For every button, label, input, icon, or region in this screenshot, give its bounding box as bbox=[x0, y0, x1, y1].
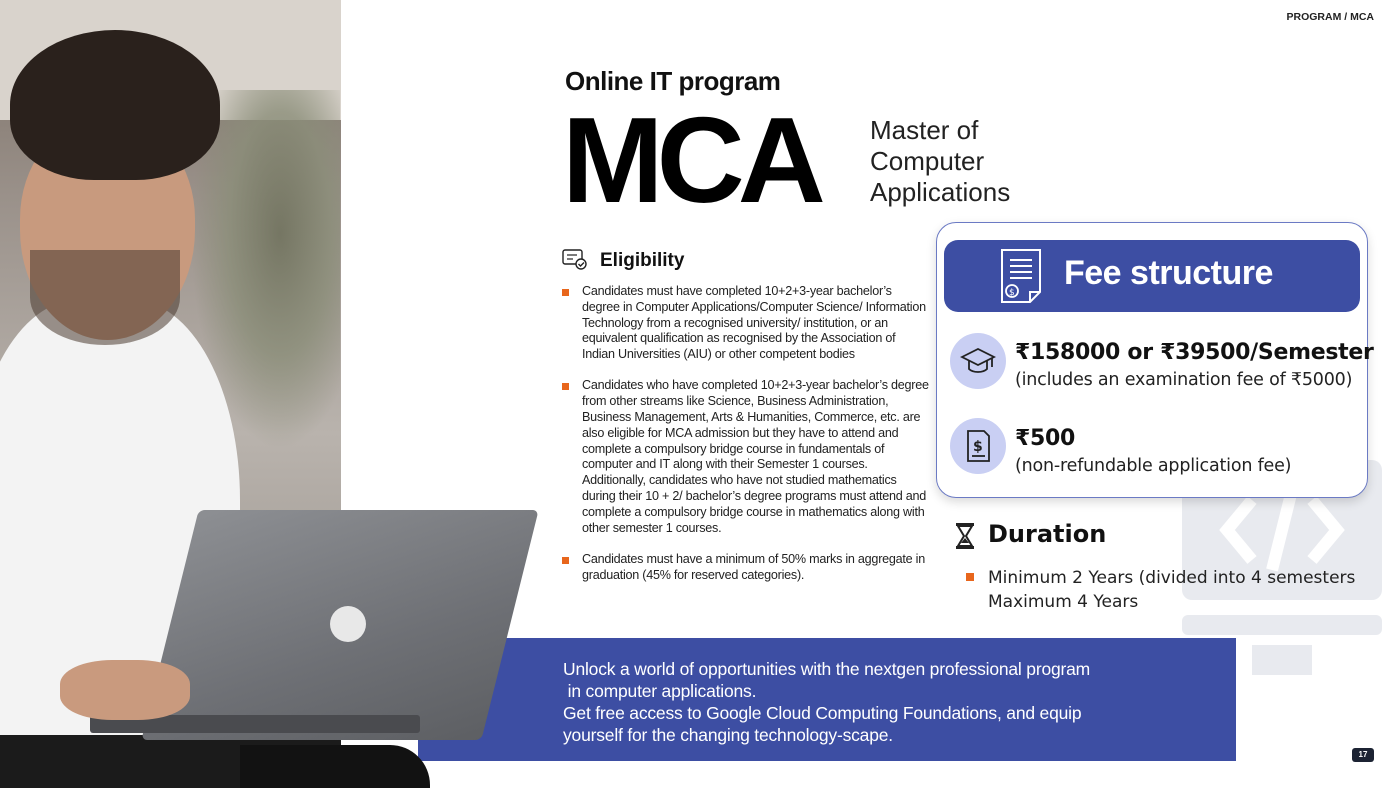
document-dollar-icon bbox=[950, 418, 1006, 474]
fee-note: (non-refundable application fee) bbox=[1015, 456, 1292, 476]
duration-item-text: Minimum 2 Years (divided into 4 semesters bbox=[988, 568, 1356, 588]
banner-text bbox=[563, 658, 1183, 746]
banner-line: in computer applications. bbox=[563, 681, 757, 701]
hourglass-icon bbox=[955, 522, 975, 550]
page-subtitle: Online IT program bbox=[565, 66, 781, 96]
fee-note: (includes an examination fee of ₹5000) bbox=[1015, 370, 1353, 390]
list-item bbox=[562, 378, 930, 536]
svg-text:$: $ bbox=[1009, 288, 1015, 298]
program-name-line: Applications bbox=[870, 177, 1011, 207]
bullet-square bbox=[562, 557, 569, 564]
duration-item-text: Maximum 4 Years bbox=[988, 592, 1139, 612]
bullet-square bbox=[562, 383, 569, 390]
promo-banner bbox=[418, 638, 1236, 761]
duration-title: Duration bbox=[988, 520, 1107, 548]
bullet-square bbox=[966, 573, 974, 581]
banner-line: Get free access to Google Cloud Computing Foundations, and equip bbox=[563, 703, 1082, 723]
page-title: MCA bbox=[562, 92, 819, 228]
list-item bbox=[966, 590, 1355, 614]
certificate-check-icon bbox=[562, 248, 588, 272]
floor-shadow bbox=[240, 745, 430, 788]
eligibility-item-text: Candidates who have completed 10+2+3-year bachelor’s degree from other streams like Science, Business Administration, Business Management, Arts & Humanities, Commerce, etc. are also eligible for MCA admission but they have to attend and complete a compulsory bridge course in fundamentals of computer and IT along with their Semester 1 courses. Additionally, candidates who have not studied mathematics during their 10 + 2/ bachelor’s degree programs must attend and complete a compulsory bridge course in mathematics along with other semester 1 courses. bbox=[582, 378, 929, 535]
invoice-icon bbox=[998, 248, 1044, 304]
hand bbox=[60, 660, 190, 720]
list-item bbox=[966, 566, 1355, 590]
eligibility-title: Eligibility bbox=[600, 250, 685, 271]
page-number: 17 bbox=[1352, 748, 1374, 762]
eligibility-item-text: Candidates must have completed 10+2+3-year bachelor’s degree in Computer Applications/Computer Science/ Information Technology from a recognised university/ institution, or an equivalent qualification as recognised by the Association of Indian Universities (AIU) or other competent bodies bbox=[582, 284, 926, 362]
program-full-name bbox=[870, 115, 1010, 208]
graduation-cap-icon bbox=[950, 333, 1006, 389]
list-item bbox=[562, 552, 930, 584]
fee-amount: ₹158000 or ₹39500/Semester bbox=[1015, 340, 1374, 365]
banner-line: yourself for the changing technology-scape. bbox=[563, 725, 893, 745]
breadcrumb: PROGRAM / MCA bbox=[1286, 11, 1374, 23]
banner-line: Unlock a world of opportunities with the nextgen professional program bbox=[563, 659, 1091, 679]
fee-amount: ₹500 bbox=[1015, 426, 1076, 451]
fee-title: Fee structure bbox=[1064, 254, 1273, 292]
duration-list bbox=[966, 566, 1355, 614]
svg-text:$: $ bbox=[973, 439, 983, 455]
list-item bbox=[562, 284, 930, 363]
eligibility-list bbox=[562, 284, 930, 599]
laptop-logo bbox=[330, 606, 366, 642]
program-name-line: Master of bbox=[870, 115, 979, 145]
eligibility-item-text: Candidates must have a minimum of 50% marks in aggregate in graduation (45% for reserved categories). bbox=[582, 551, 925, 582]
program-name-line: Computer bbox=[870, 146, 985, 176]
bullet-square bbox=[562, 289, 569, 296]
